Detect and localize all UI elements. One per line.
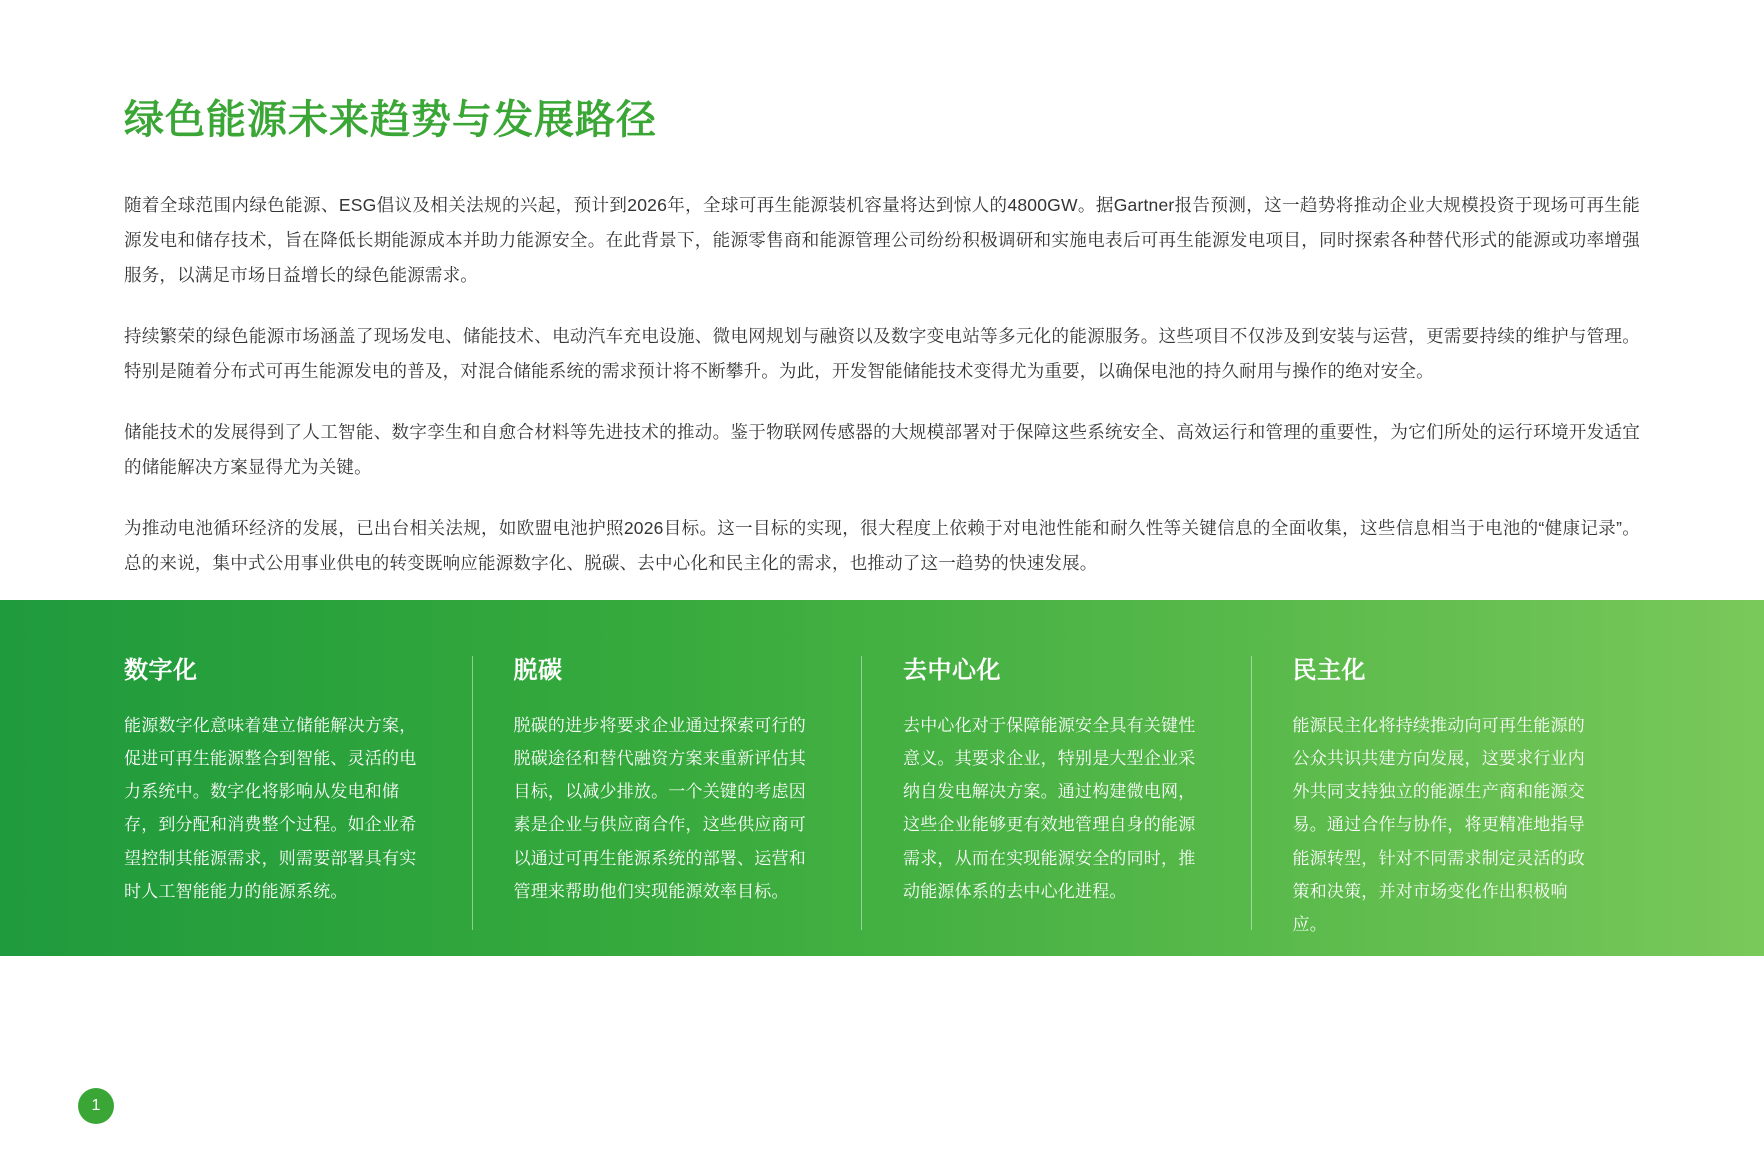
paragraph-4: 为推动电池循环经济的发展，已出台相关法规，如欧盟电池护照2026目标。这一目标的实现，很大程度上依赖于对电池性能和耐久性等关键信息的全面收集，这些信息相当于电池的“健康记录”。总的来说，集中式公用事业供电的转变既响应能源数字化、脱碳、去中心化和民主化的需求，也推动了这一趋势的快速发展。: [124, 518, 1640, 573]
card-text: 能源民主化将持续推动向可再生能源的公众共识共建方向发展，这要求行业内外共同支持独立的能源生产商和能源交易。通过合作与协作，将更精准地指导能源转型，针对不同需求制定灵活的政策和决策，并对市场变化作出积极响应。: [1292, 716, 1585, 934]
card-divider: [1251, 656, 1252, 930]
highlight-card-digitalization: [124, 650, 472, 956]
card-title: 数字化: [124, 657, 198, 684]
paragraph-1: 随着全球范围内绿色能源、ESG倡议及相关法规的兴起，预计到2026年，全球可再生能源装机容量将达到惊人的4800GW。据Gartner报告预测，这一趋势将推动企业大规模投资于现场可再生能源发电和储存技术，旨在降低长期能源成本并助力能源安全。在此背景下，能源零售商和能源管理公司纷纷积极调研和实施电表后可再生能源发电项目，同时探索各种替代形式的能源或功率增强服务，以满足市场日益增长的绿色能源需求。: [124, 195, 1640, 285]
highlight-band: [0, 600, 1764, 956]
card-divider: [861, 656, 862, 930]
card-title: 去中心化: [903, 657, 1001, 684]
page-number-badge: 1: [78, 1088, 114, 1124]
paragraph-3: 储能技术的发展得到了人工智能、数字孪生和自愈合材料等先进技术的推动。鉴于物联网传感器的大规模部署对于保障这些系统安全、高效运行和管理的重要性，为它们所处的运行环境开发适宜的储能解决方案显得尤为关键。: [124, 422, 1640, 477]
card-title: 脱碳: [513, 657, 563, 684]
highlight-card-decentralization: [861, 650, 1251, 956]
page-title: 绿色能源未来趋势与发展路径: [124, 98, 657, 142]
paragraph-2: 持续繁荣的绿色能源市场涵盖了现场发电、储能技术、电动汽车充电设施、微电网规划与融资以及数字变电站等多元化的能源服务。这些项目不仅涉及到安装与运营，更需要持续的维护与管理。特别是随着分布式可再生能源发电的普及，对混合储能系统的需求预计将不断攀升。为此，开发智能储能技术变得尤为重要，以确保电池的持久耐用与操作的绝对安全。: [124, 326, 1640, 381]
card-text: 能源数字化意味着建立储能解决方案，促进可再生能源整合到智能、灵活的电力系统中。数字化将影响从发电和储存，到分配和消费整个过程。如企业希望控制其能源需求，则需要部署具有实时人工智能能力的能源系统。: [124, 716, 417, 901]
card-text: 去中心化对于保障能源安全具有关键性意义。其要求企业，特别是大型企业采纳自发电解决方案。通过构建微电网，这些企业能够更有效地管理自身的能源需求，从而在实现能源安全的同时，推动能源体系的去中心化进程。: [903, 716, 1196, 901]
card-divider: [472, 656, 473, 930]
highlight-card-list: [0, 600, 1764, 956]
card-text: 脱碳的进步将要求企业通过探索可行的脱碳途径和替代融资方案来重新评估其目标，以减少排放。一个关键的考虑因素是企业与供应商合作，这些供应商可以通过可再生能源系统的部署、运营和管理来帮助他们实现能源效率目标。: [513, 716, 806, 901]
highlight-card-democratization: [1251, 650, 1641, 956]
article-body: [0, 0, 1764, 581]
card-title: 民主化: [1292, 657, 1366, 684]
highlight-card-decarbonization: [472, 650, 862, 956]
